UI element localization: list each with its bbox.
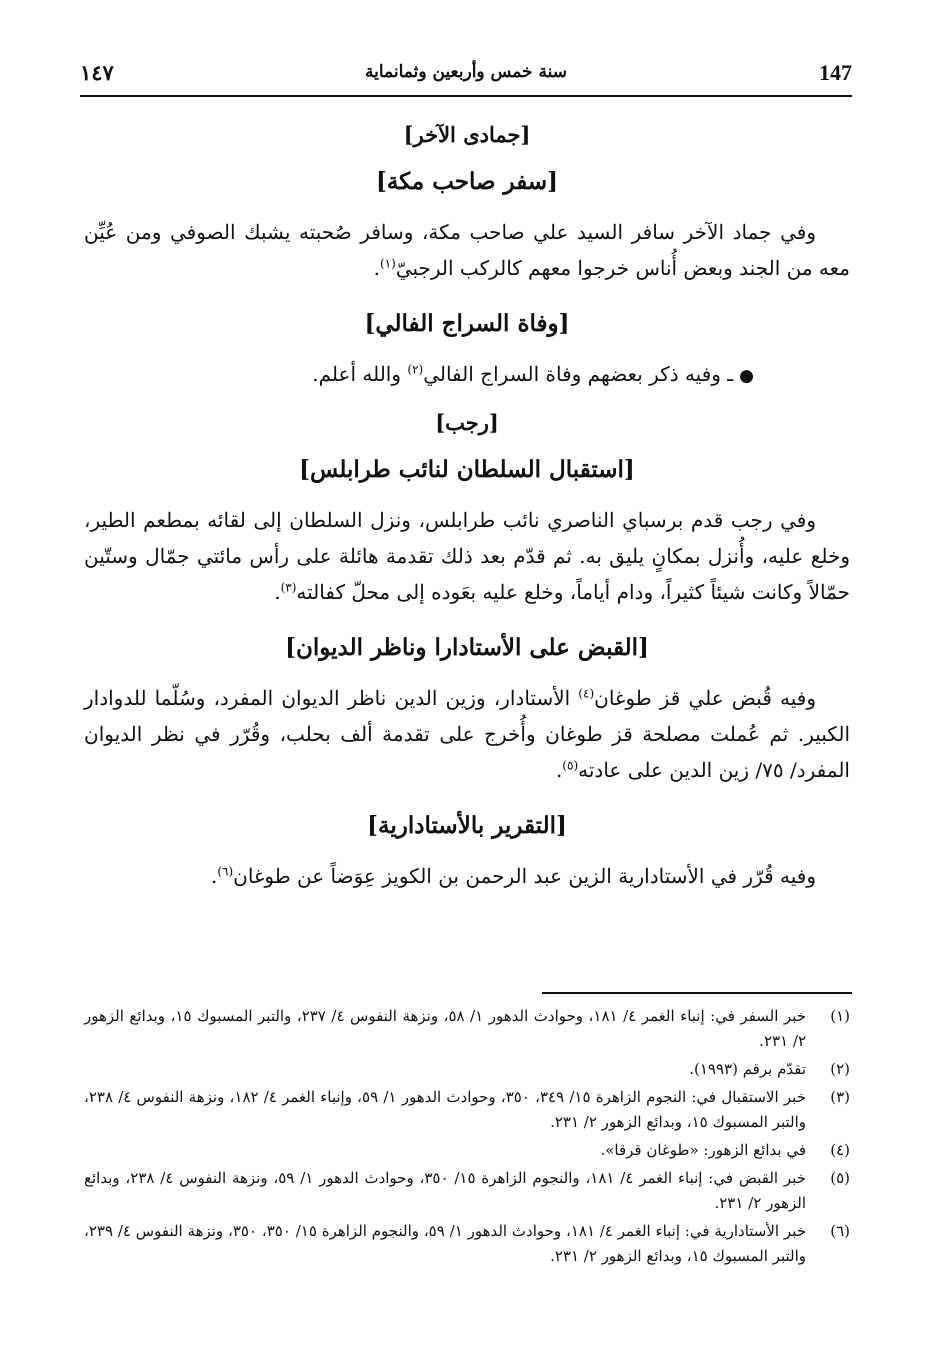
footnote-number: (١) [830,1007,850,1025]
footnote-text: في بدائع الزهور: «طوغان قرقا». [600,1141,806,1159]
footnote-text: خبر القبض في: إنباء الغمر ٤/ ١٨١، والنجوم الزاهرة ١٥/ ٣٥٠، وحوادث الدهور ١/ ٥٩، ونزهة النفوس ٤/ ٢٣٨، وبدائع الزهور ٢/ ٢٣١. [84,1169,806,1212]
footnote-ref[interactable]: (٣) [280,580,297,595]
section-title-siraj-death: [وفاة السراج الفالي] [364,310,570,337]
bullet-icon: ● [739,366,754,386]
footnote-text: خبر الأستادارية في: إنباء الغمر ٤/ ١٨١، وحوادث الدهور ١/ ٥٩، والنجوم الزاهرة ١٥/ ٣٥٠، ٣٥٠، ونزهة النفوس ٤/ ٢٣٩، والتبر المسبوك ١٥، وبدائع الزهور ٢/ ٢٣١. [84,1222,806,1265]
footnote-item [84,1219,850,1269]
month-heading-jumada: [جمادى الآخر] [403,122,531,147]
header-rule [80,95,852,97]
paragraph-text: وفيه قُرّر في الأستادارية الزين عبد الرحمن بن الكويز عِوَضاً عن طوغان [233,864,816,888]
running-header [80,58,852,98]
paragraph-text: وفي رجب قدم برسباي الناصري نائب طرابلس، ونزل السلطان إلى لقائه بمطعم الطير، وخلع عليه، وأُنزل بمكانٍ يليق به. ثم قدّم بعد ذلك تقدمة هائلة على رأس مائتي جمّال وستّين حمّالاً وكانت شيئاً كثيراً، ودام أياماً، وخلع عليه بعَوده إلى محلّ كفالته [84,508,850,604]
section-title-sultan-reception: [استقبال السلطان لنائب طرابلس] [299,456,635,483]
footnote-ref[interactable]: (٦) [217,864,234,879]
section-title-appointment: [التقرير بالأستادارية] [367,812,567,839]
paragraph-mecca-travel: وفي جماد الآخر سافر السيد علي صاحب مكة، وسافر صُحبته يشبك الصوفي ومن عُيِّن معه من الجند وبعض أُناس خرجوا معهم كالركب الرجبيّ$^{(١)}$. [84,220,850,280]
footnote-item [84,1004,850,1054]
footnote-text: خبر الاستقبال في: النجوم الزاهرة ١٥/ ٣٤٩، ٣٥٠، وحوادث الدهور ١/ ٥٩، وإنباء الغمر ٤/ ١٨٢، ونزهة النفوس ٤/ ٢٣٨، والتبر المسبوك ١٥، وبدائع الزهور ٢/ ٢٣١. [84,1088,806,1131]
footnote-separator [542,992,852,994]
page-number-latin: 147 [819,60,852,85]
month-heading-rajab: [رجب] [435,410,499,435]
paragraph-text: وفيه قُبض علي قز طوغان [594,686,816,710]
footnotes [84,1004,850,1272]
paragraph-text: وفي جماد الآخر سافر السيد علي صاحب مكة، وسافر صُحبته يشبك الصوفي ومن عُيِّن معه من الجند وبعض أُناس خرجوا معهم كالركب الرجبيّ [84,220,850,280]
footnote-item [84,1057,850,1082]
page-number-arabic: ١٤٧ [80,60,114,85]
footnote-text: تقدّم برقم (١٩٩٣). [689,1060,806,1078]
footnote-ref[interactable]: (٥) [562,758,579,773]
paragraph-siraj-death: ●ـ وفيه ذكر بعضهم وفاة السراج الفالي$^{(٢)}$ والله أعلم. [312,362,754,386]
footnote-item [84,1166,850,1216]
section-title-arrest: [القبض على الأستادارا وناظر الديوان] [285,634,649,661]
paragraph-text: ـ وفيه ذكر بعضهم وفاة السراج الفالي [423,362,734,386]
footnote-number: (٦) [830,1222,850,1240]
footnote-text: خبر السفر في: إنباء الغمر ٤/ ١٨١، وحوادث الدهور ١/ ٥٨، ونزهة النفوس ٤/ ٢٣٧، والتبر المسبوك ١٥، وبدائع الزهور ٢/ ٢٣١. [84,1007,806,1050]
footnote-number: (٢) [830,1060,850,1078]
paragraph-arrest: وفيه قُبض علي قز طوغان$^{(٤)}$ الأستادار، وزين الدين ناظر الديوان المفرد، وسُلّما للدوادار الكبير. ثم عُملت مصلحة قز طوغان وأُخرج على تقدمة ألف بحلب، وقُرّر في نظر الديوان المفرد/ ٧٥/ زين الدين على عادته$^{(٥)}$. [84,686,850,782]
main-text [84,110,850,916]
section-title-mecca-travel: [سفر صاحب مكة] [375,168,559,195]
footnote-number: (٥) [830,1169,850,1187]
footnote-ref[interactable]: (٤) [578,686,595,701]
footnote-ref[interactable]: (٢) [407,362,424,377]
paragraph-sultan-reception: وفي رجب قدم برسباي الناصري نائب طرابلس، ونزل السلطان إلى لقائه بمطعم الطير، وخلع عليه، وأُنزل بمكانٍ يليق به. ثم قدّم بعد ذلك تقدمة هائلة على رأس مائتي جمّال وستّين حمّالاً وكانت شيئاً كثيراً، ودام أياماً، وخلع عليه بعَوده إلى محلّ كفالته$^{(٣)}$. [84,508,850,604]
footnote-number: (٤) [830,1141,850,1159]
running-title: سنة خمس وأربعين وثمانماية [365,62,567,82]
footnote-item [84,1138,850,1163]
footnote-item [84,1085,850,1135]
paragraph-appointment: وفيه قُرّر في الأستادارية الزين عبد الرحمن بن الكويز عِوَضاً عن طوغان$^{(٦)}$. [210,864,816,888]
footnote-number: (٣) [830,1088,850,1106]
footnote-ref[interactable]: (١) [379,256,396,271]
